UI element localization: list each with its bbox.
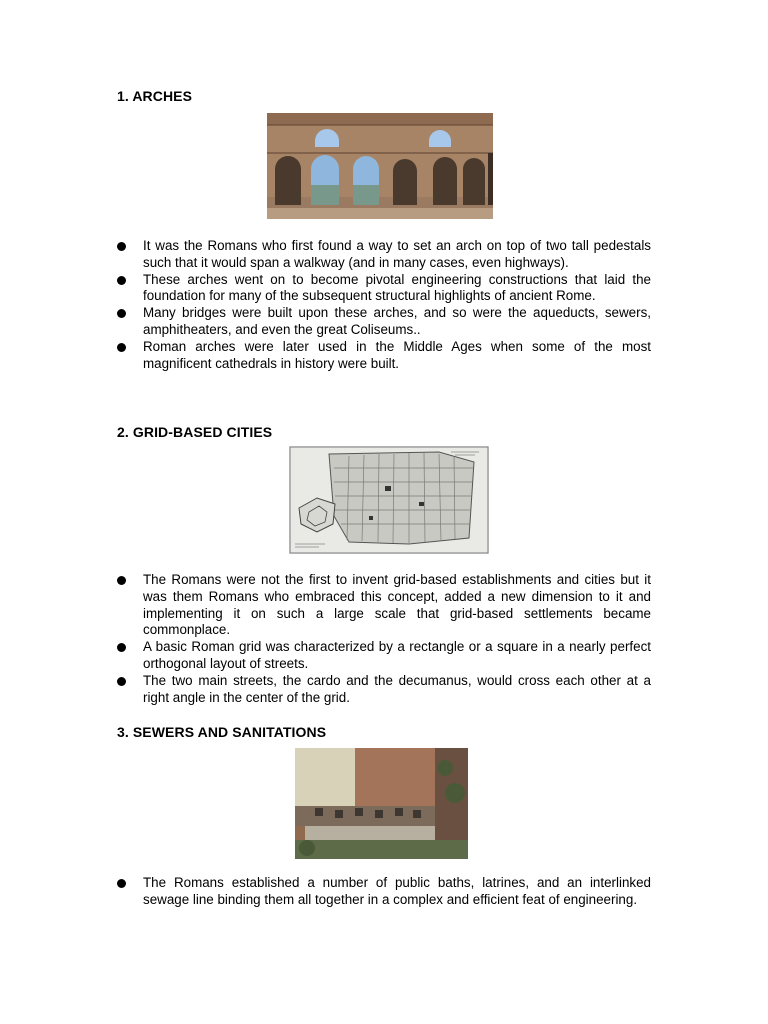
bullet-icon [117,576,126,585]
list-item: The Romans were not the first to invent grid-based establishments and cities but it was them Romans who embraced this concept, added a new dimension to it and implementing it on such a large scale that grid-based settlements became commonplace. [117,572,651,639]
list-item: A basic Roman grid was characterized by a rectangle or a square in a nearly perfect orthogonal layout of streets. [117,639,651,673]
colosseum-arches-photo [267,113,493,219]
sewers-bullet-list [117,875,651,909]
bullet-icon [117,242,126,251]
roman-latrine-ruins-photo [295,748,468,859]
bullet-icon [117,643,126,652]
section-heading-arches: 1. ARCHES [117,88,193,104]
bullet-icon [117,343,126,352]
list-item: The two main streets, the cardo and the decumanus, would cross each other at a right angle in the center of the grid. [117,673,651,707]
bullet-icon [117,309,126,318]
list-item: Roman arches were later used in the Middle Ages when some of the most magnificent cathedrals in history were built. [117,339,651,373]
bullet-icon [117,879,126,888]
bullet-icon [117,677,126,686]
roman-grid-city-map [289,446,489,554]
bullet-icon [117,276,126,285]
list-item: The Romans established a number of public baths, latrines, and an interlinked sewage line binding them all together in a complex and efficient feat of engineering. [117,875,651,909]
section-heading-sewers: 3. SEWERS AND SANITATIONS [117,724,327,740]
list-item: It was the Romans who first found a way to set an arch on top of two tall pedestals such that it would span a walkway (and in many cases, even highways). [117,238,651,272]
arches-bullet-list [117,238,651,372]
grid-cities-bullet-list [117,572,651,706]
list-item: These arches went on to become pivotal engineering constructions that laid the foundation for many of the subsequent structural highlights of ancient Rome. [117,272,651,306]
section-heading-grid-cities: 2. GRID-BASED CITIES [117,424,273,440]
list-item: Many bridges were built upon these arches, and so were the aqueducts, sewers, amphitheaters, and even the great Coliseums.. [117,305,651,339]
